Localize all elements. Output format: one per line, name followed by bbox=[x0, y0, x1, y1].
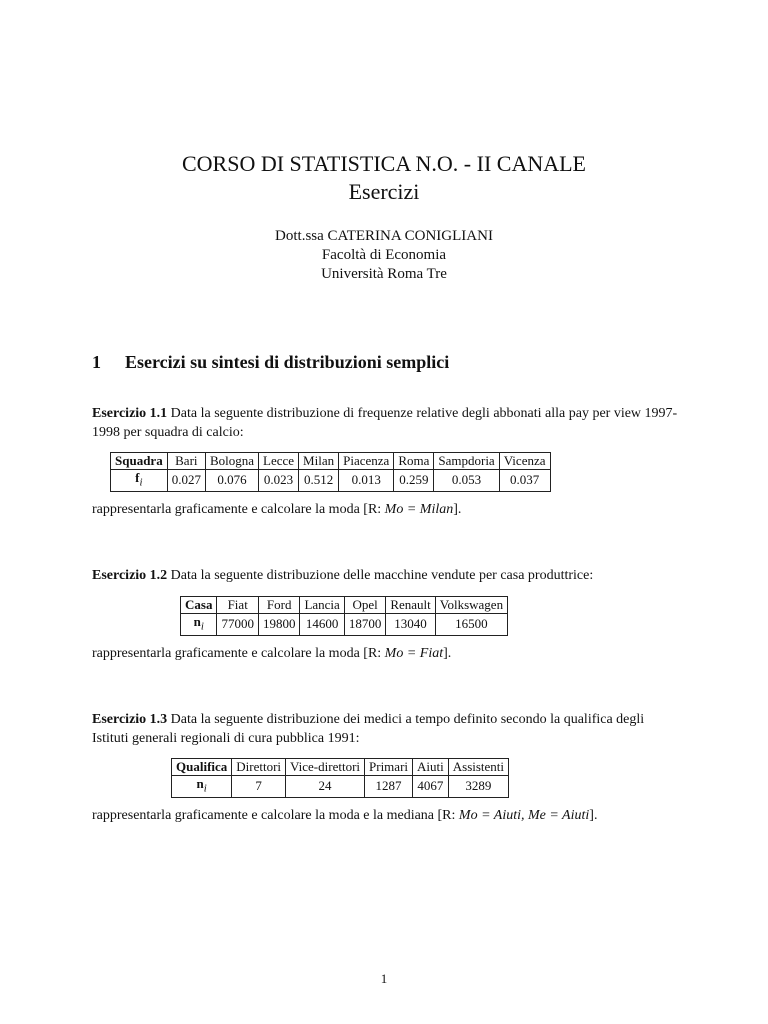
table-cell: 1287 bbox=[365, 776, 413, 798]
table-cell: 13040 bbox=[386, 614, 435, 636]
exercise-text: Data la seguente distribuzione di frequenze relative degli abbonati alla pay per view 1997-1998 per squadra di calcio: bbox=[92, 406, 678, 440]
section-heading bbox=[92, 352, 449, 373]
table-column-label: Volkswagen bbox=[435, 597, 507, 614]
table-exercise-1-1 bbox=[110, 452, 551, 492]
table-cell: 3289 bbox=[448, 776, 508, 798]
table-exercise-1-2 bbox=[180, 596, 508, 636]
table-values-label: $n_i$ bbox=[181, 614, 217, 636]
page-number: 1 bbox=[380, 971, 388, 986]
table-cell: 14600 bbox=[300, 614, 344, 636]
table-header-label: Casa bbox=[181, 597, 217, 614]
exercise-1-2 bbox=[92, 566, 680, 585]
table-cell: 7 bbox=[232, 776, 286, 798]
author-name: Dott.ssa CATERINA CONIGLIANI bbox=[275, 228, 493, 244]
table-cell: 0.259 bbox=[394, 470, 434, 492]
table-column-label: Piacenza bbox=[339, 453, 394, 470]
author-faculty: Facoltà di Economia bbox=[321, 247, 447, 263]
answer-math: Mo = Milan bbox=[384, 502, 454, 517]
table-column-label: Lancia bbox=[300, 597, 344, 614]
table-column-label: Bari bbox=[167, 453, 205, 470]
table-column-label: Renault bbox=[386, 597, 435, 614]
table-column-label: Sampdoria bbox=[434, 453, 499, 470]
answer-exercise-1-3: rappresentarla graficamente e calcolare la moda e la mediana [R: Mo = Aiuti, Me = Aiuti]. bbox=[92, 808, 598, 823]
author-university: Università Roma Tre bbox=[321, 266, 447, 282]
table-cell: 0.037 bbox=[499, 470, 550, 492]
table-cell: 24 bbox=[286, 776, 365, 798]
table-cell: 0.053 bbox=[434, 470, 499, 492]
exercise-1-1 bbox=[92, 404, 680, 442]
table-column-label: Bologna bbox=[205, 453, 258, 470]
table-exercise-1-3 bbox=[171, 758, 509, 798]
exercise-1-3 bbox=[92, 710, 680, 748]
table-column-label: Fiat bbox=[217, 597, 259, 614]
title-block bbox=[0, 150, 768, 206]
table-cell: 19800 bbox=[258, 614, 300, 636]
table-header-label: Squadra bbox=[111, 453, 168, 470]
table-column-label: Lecce bbox=[259, 453, 299, 470]
table-cell: 0.076 bbox=[205, 470, 258, 492]
paper-title: CORSO DI STATISTICA N.O. - II CANALE bbox=[181, 151, 586, 176]
exercise-text: Data la seguente distribuzione dei medici a tempo definito secondo la qualifica degli Istituti generali regionali di cura pubblica 1991: bbox=[92, 712, 645, 746]
table-column-label: Aiuti bbox=[413, 759, 449, 776]
table-column-label: Primari bbox=[365, 759, 413, 776]
exercise-label: Esercizio 1.1 bbox=[92, 406, 168, 421]
exercise-text: Data la seguente distribuzione delle macchine vendute per casa produttrice: bbox=[170, 568, 594, 583]
answer-exercise-1-1: rappresentarla graficamente e calcolare la moda [R: Mo = Milan]. bbox=[92, 502, 462, 517]
table-cell: 0.512 bbox=[299, 470, 339, 492]
table-cell: 0.023 bbox=[259, 470, 299, 492]
table-column-label: Vice-direttori bbox=[286, 759, 365, 776]
answer-math: Mo = Aiuti, Me = Aiuti bbox=[458, 808, 590, 823]
table-header-label: Qualifica bbox=[172, 759, 232, 776]
paper-subtitle: Esercizi bbox=[348, 179, 420, 204]
answer-math: Mo = Fiat bbox=[384, 646, 444, 661]
table-cell: 18700 bbox=[344, 614, 386, 636]
table-values-label: $f_i$ bbox=[111, 470, 168, 492]
table-column-label: Direttori bbox=[232, 759, 286, 776]
table-cell: 0.013 bbox=[339, 470, 394, 492]
table-column-label: Milan bbox=[299, 453, 339, 470]
table-column-label: Ford bbox=[258, 597, 300, 614]
table-column-label: Assistenti bbox=[448, 759, 508, 776]
author-block bbox=[0, 227, 768, 284]
table-cell: 4067 bbox=[413, 776, 449, 798]
table-cell: 77000 bbox=[217, 614, 259, 636]
table-cell: 0.027 bbox=[167, 470, 205, 492]
answer-exercise-1-2: rappresentarla graficamente e calcolare la moda [R: Mo = Fiat]. bbox=[92, 646, 452, 661]
table-column-label: Roma bbox=[394, 453, 434, 470]
table-column-label: Vicenza bbox=[499, 453, 550, 470]
table-values-label: $n_i$ bbox=[172, 776, 232, 798]
table-column-label: Opel bbox=[344, 597, 386, 614]
table-cell: 16500 bbox=[435, 614, 507, 636]
exercise-label: Esercizio 1.3 bbox=[92, 712, 168, 727]
exercise-label: Esercizio 1.2 bbox=[92, 568, 168, 583]
section-number: 1 bbox=[92, 352, 101, 372]
section-title: Esercizi su sintesi di distribuzioni semplici bbox=[125, 352, 450, 372]
